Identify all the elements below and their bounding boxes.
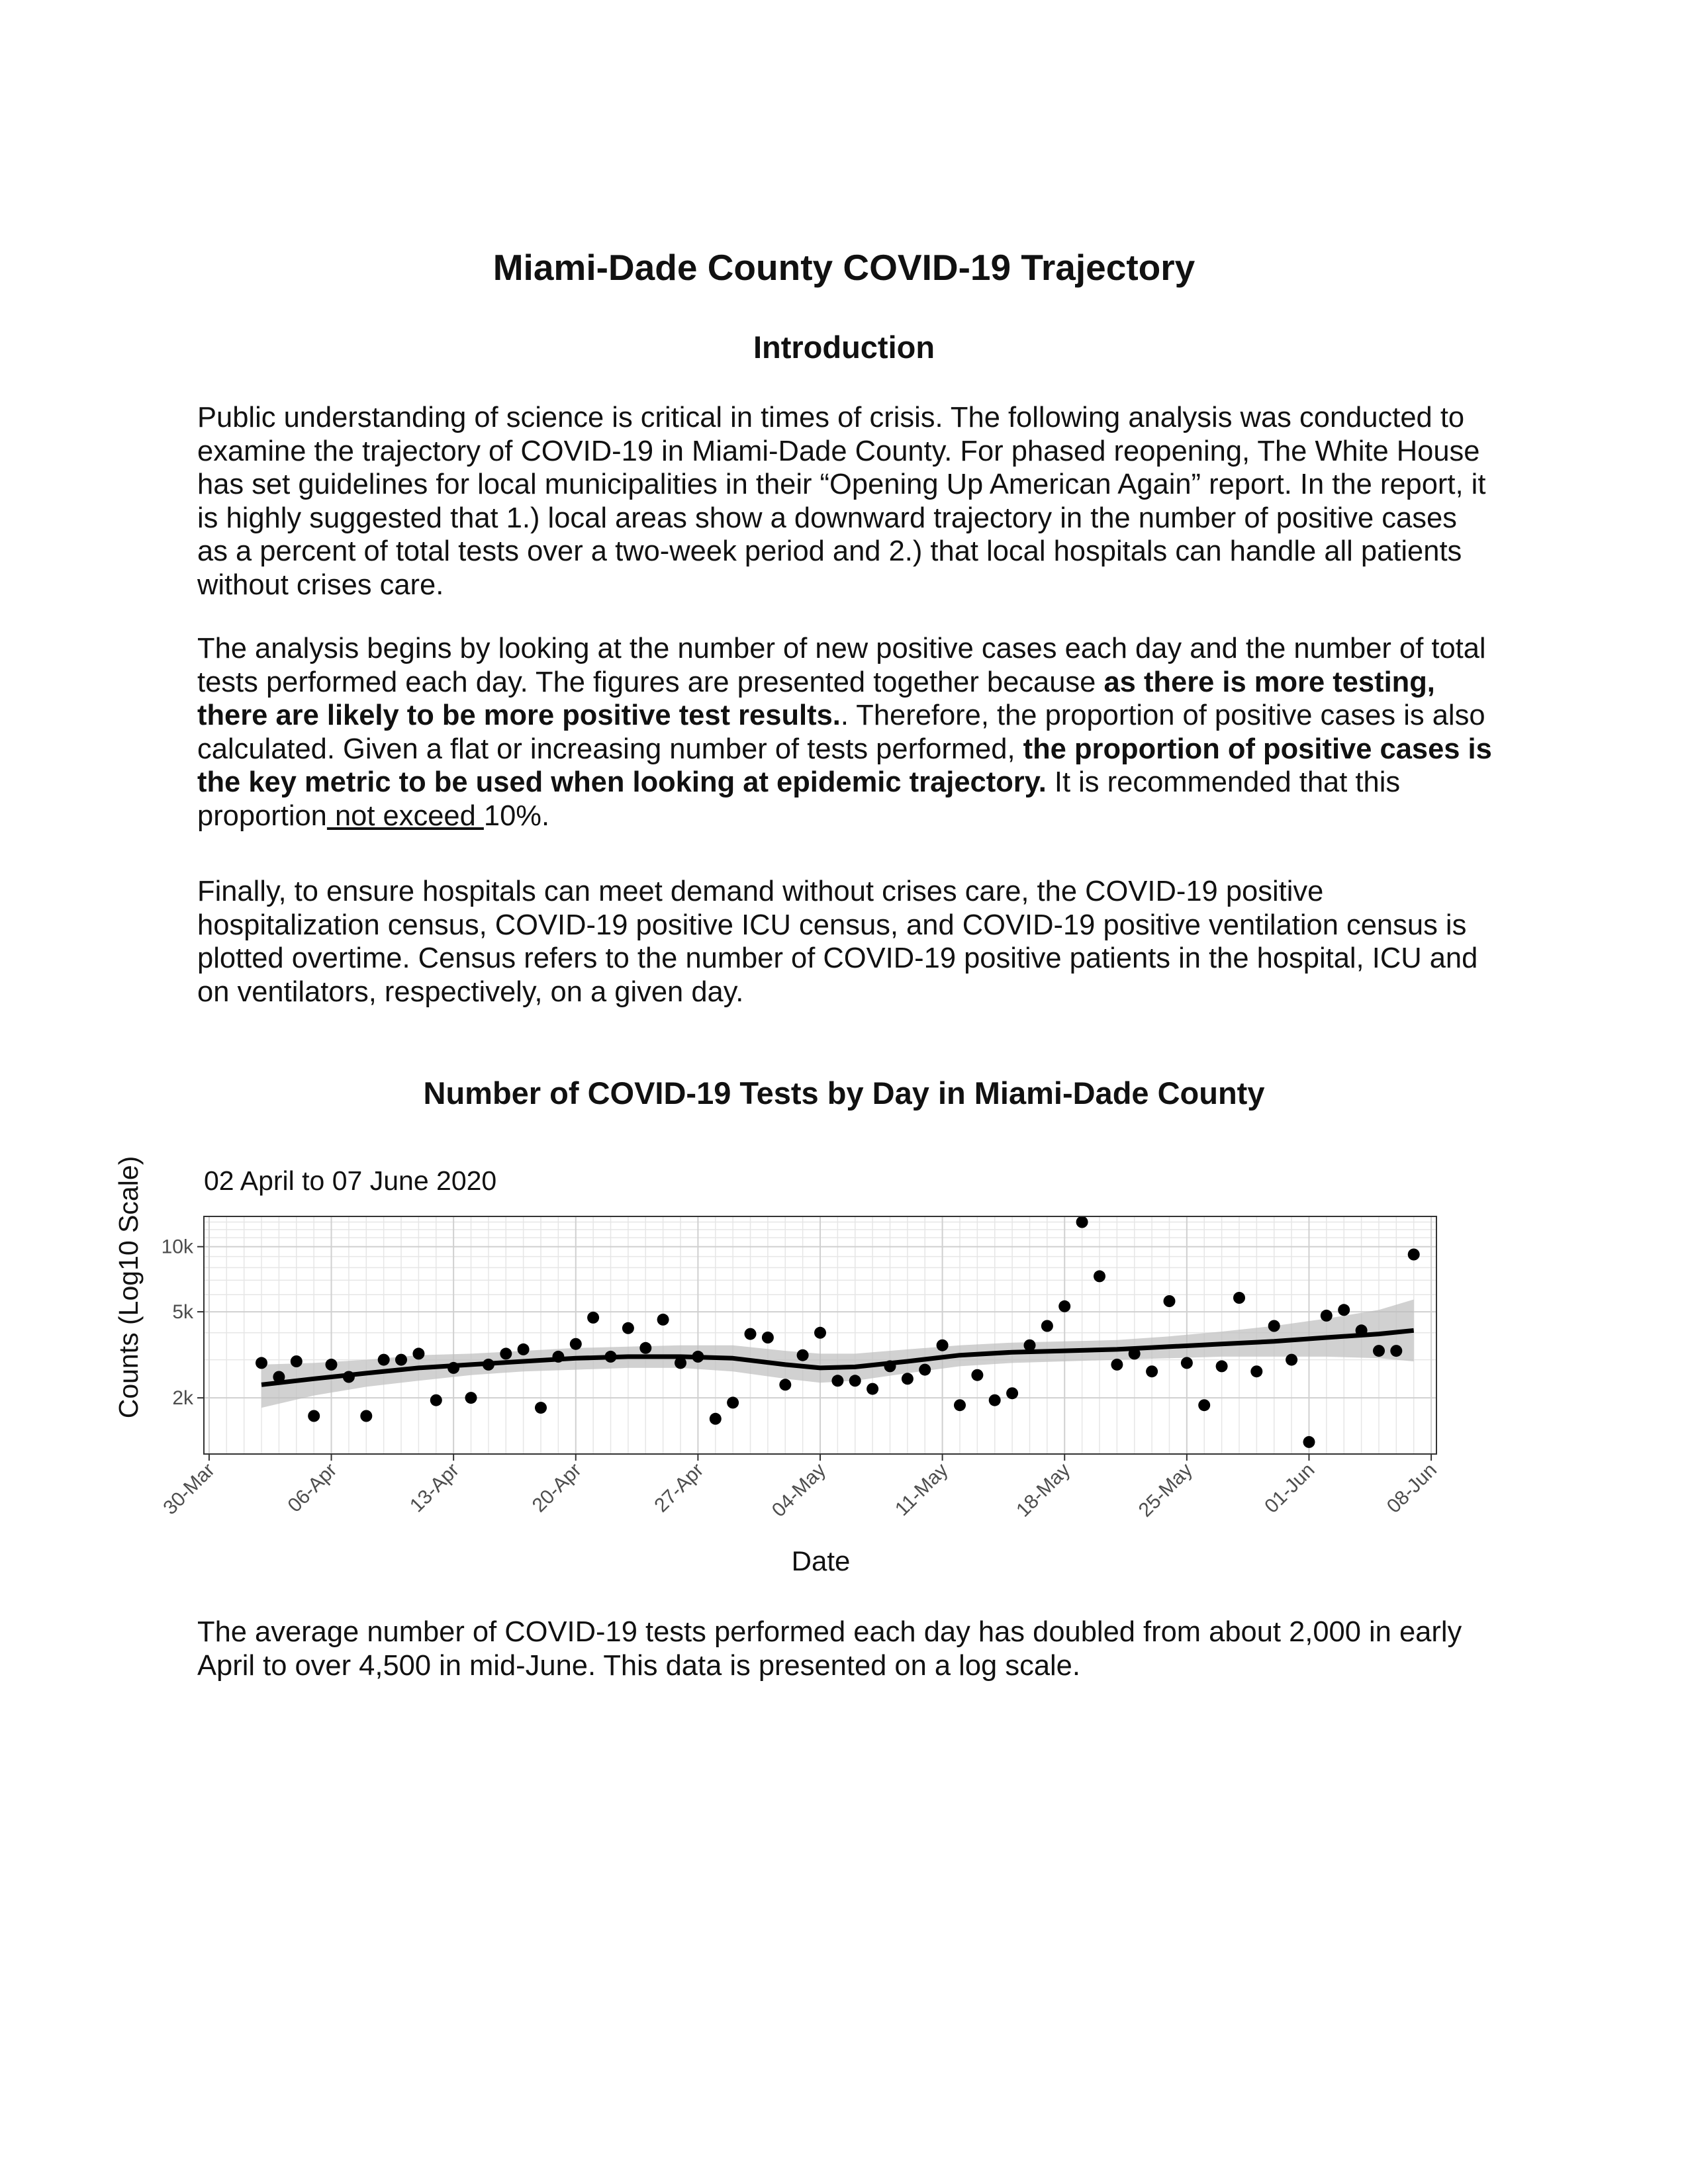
data-point [902,1373,914,1385]
data-point [814,1327,826,1339]
data-point [919,1364,931,1376]
p2-text-2: . Therefore, the proportion of positive cases is also calculated. Given a flat or increasing number of tests performed, [197,700,1485,765]
data-point [1250,1365,1262,1377]
data-point [1321,1310,1333,1322]
data-point [1233,1292,1245,1304]
data-point [500,1347,512,1359]
p2-bold-1: as there is more testing, there are likely to be more positive test results. [197,666,1435,731]
y-tick-label: 10k [161,1236,193,1258]
data-point [1076,1216,1088,1228]
data-point [989,1394,1001,1406]
data-point [622,1322,634,1334]
p2-text-4: 10%. [483,799,550,832]
x-tick-label: 27-Apr [650,1459,708,1517]
data-point [518,1343,530,1355]
x-tick-label: 08-Jun [1382,1459,1442,1518]
intro-paragraph-1: Public understanding of science is critical in times of crisis. The following analysis was conducted to examine the trajectory of COVID-19 in Miami-Dade County. For phased reopening, The White House has set guidelines for local municipalities in their “Opening Up American Again” report. In the report, it is highly suggested that 1.) local areas show a downward trajectory in the number of positive cases as a percent of total tests over a two-week period and 2.) that local hospitals can handle all patients without crises care. [197,402,1486,601]
data-point [1408,1249,1420,1261]
data-point [867,1383,878,1395]
intro-paragraph-2 [197,632,1495,833]
chart-subtitle: 02 April to 07 June 2020 [204,1165,497,1196]
data-point [937,1340,949,1351]
figure-title: Number of COVID-19 Tests by Day in Miami-Dade County [423,1075,1265,1111]
data-point [1041,1320,1053,1332]
data-point [1268,1320,1280,1332]
data-point [657,1314,669,1326]
data-point [1164,1295,1176,1307]
x-tick-label: 30-Mar [159,1459,219,1520]
data-point [412,1347,424,1359]
data-point [954,1399,966,1411]
data-point [1373,1345,1385,1357]
data-point [256,1357,267,1369]
data-point [762,1332,774,1343]
data-point [1286,1354,1297,1366]
y-tick-label: 5k [172,1301,193,1324]
x-tick-label: 06-Apr [283,1459,342,1517]
y-tick-label: 2k [172,1387,193,1410]
data-point [1006,1387,1018,1399]
data-point [291,1355,303,1367]
data-point [710,1413,722,1425]
data-point [395,1354,407,1366]
y-axis [162,1236,204,1409]
data-point [378,1354,390,1366]
x-tick-label: 11-May [891,1459,953,1521]
data-point [1338,1304,1350,1316]
section-heading: Introduction [753,330,935,365]
y-axis-title: Counts (Log10 Scale) [113,1156,144,1419]
intro-paragraph-3: Finally, to ensure hospitals can meet demand without crises care, the COVID-19 positive hospitalization census, COVID-19 positive ICU census, and COVID-19 positive ventilation census is plotted overtime. Census refers to the number of COVID-19 positive patients in the hospital, ICU and on ventilators, respectively, on a given day. [197,876,1478,1008]
data-point [727,1396,739,1408]
data-point [1181,1357,1193,1369]
data-point [1111,1359,1123,1371]
data-point [587,1312,599,1324]
page-title: Miami-Dade County COVID-19 Trajectory [492,247,1196,288]
tests-chart [0,1145,1688,1608]
data-point [1146,1365,1158,1377]
x-tick-label: 01-Jun [1260,1459,1319,1518]
data-point [1198,1399,1210,1411]
conclusion-paragraph: The average number of COVID-19 tests performed each day has doubled from about 2,000 in early April to over 4,500 in mid-June. This data is presented on a log scale. [197,1616,1462,1682]
data-point [639,1342,651,1354]
data-point [360,1410,372,1422]
x-axis-title: Date [791,1545,851,1576]
data-point [971,1369,983,1381]
data-point [1216,1360,1228,1372]
p2-text-3: It is recommended that this proportion [197,766,1401,832]
data-point [849,1375,861,1387]
data-point [797,1349,809,1361]
p2-text-1: The analysis begins by looking at the number of new positive cases each day and the number of total tests performed each day. The figures are presented together because [197,633,1486,698]
p2-underline: not exceed [326,799,484,832]
data-point [308,1410,320,1422]
data-point [430,1394,442,1406]
x-tick-label: 18-May [1012,1459,1075,1522]
p2-bold-2: the proportion of positive cases is the key metric to be used when looking at epidemic trajectory. [197,733,1492,798]
x-tick-label: 04-May [767,1459,830,1522]
data-point [1058,1300,1070,1312]
x-axis [159,1454,1441,1522]
data-point [465,1392,477,1404]
data-point [745,1328,757,1340]
data-point [779,1379,791,1390]
data-point [1094,1270,1105,1282]
x-tick-label: 13-Apr [406,1459,464,1517]
data-point [831,1375,843,1387]
data-point [326,1359,338,1371]
data-point [570,1338,582,1350]
x-tick-label: 25-May [1134,1459,1197,1522]
data-point [1390,1345,1402,1357]
x-tick-label: 20-Apr [528,1459,586,1517]
data-point [1303,1436,1315,1448]
data-point [535,1402,547,1414]
